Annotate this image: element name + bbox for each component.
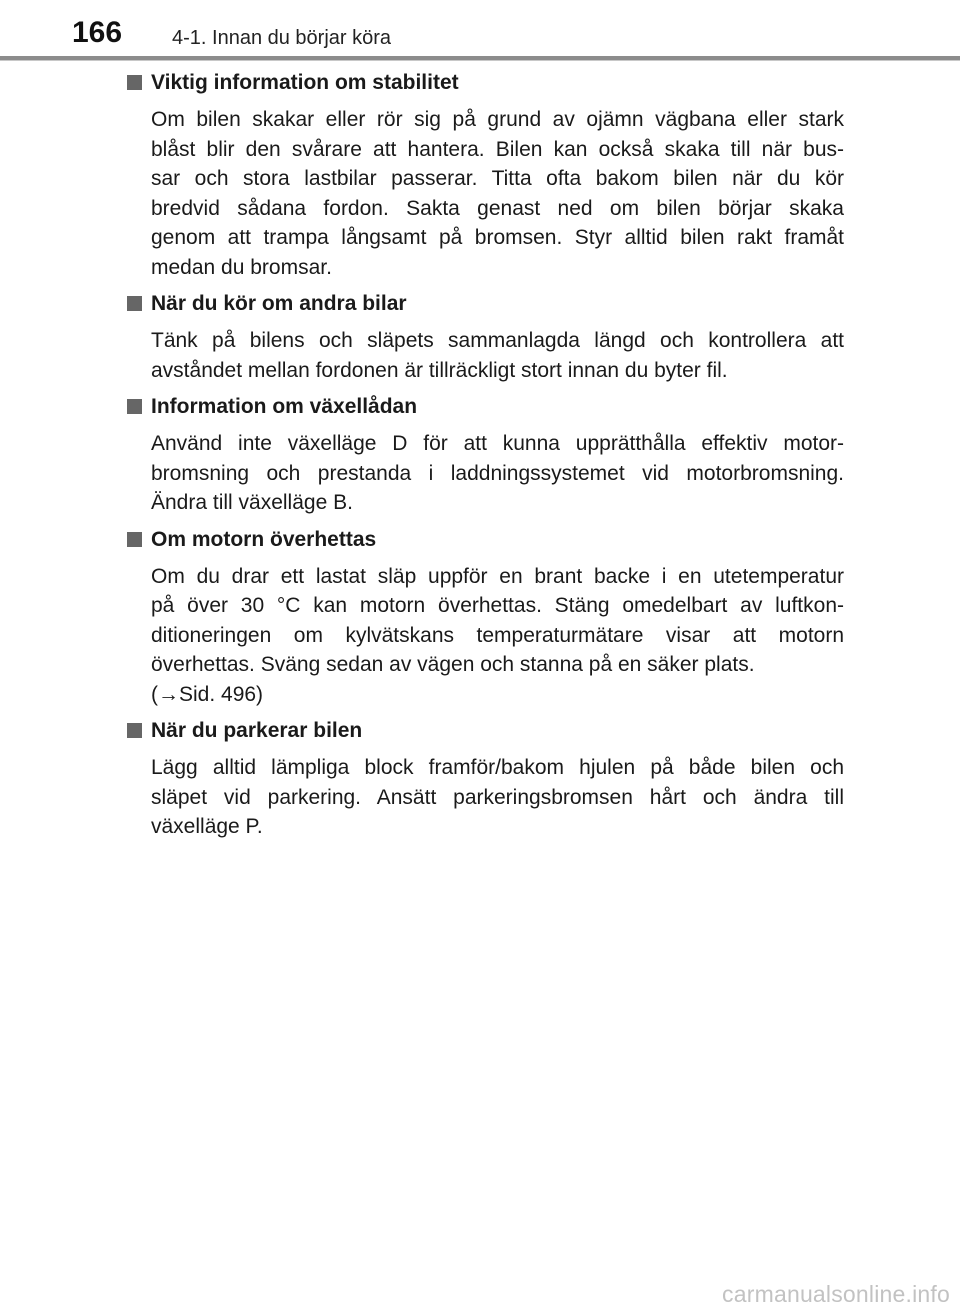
section-parking xyxy=(127,717,844,842)
section-heading-text: När du kör om andra bilar xyxy=(151,292,407,315)
paragraph-line: ditioneringen om kylvätskans temperaturmätare visar att motorn xyxy=(151,623,844,647)
section-transmission xyxy=(127,393,844,518)
header-divider xyxy=(0,56,960,60)
paragraph-line: blåst blir den svårare att hantera. Bilen kan också skaka till när bus- xyxy=(151,137,844,161)
section-heading xyxy=(127,393,844,421)
page-number: 166 xyxy=(72,16,123,49)
paragraph-line: avståndet mellan fordonen är tillräckligt stort innan du byter fil. xyxy=(151,358,728,382)
section-overheating xyxy=(127,526,844,710)
square-bullet-icon xyxy=(127,399,142,414)
section-heading-text: Information om växellådan xyxy=(151,395,418,418)
section-heading xyxy=(127,526,844,554)
paragraph-line: Tänk på bilens och släpets sammanlagda längd och kontrollera att xyxy=(151,329,844,352)
paragraph-line: Ändra till växelläge B. xyxy=(151,491,353,514)
section-heading xyxy=(127,717,844,745)
page-reference: (→Sid. 496) xyxy=(151,682,264,706)
section-overtaking xyxy=(127,290,844,385)
paragraph-line: överhettas. Sväng sedan av vägen och stanna på en säker plats. xyxy=(151,653,755,676)
section-heading-text: Viktig information om stabilitet xyxy=(151,71,459,94)
square-bullet-icon xyxy=(127,75,142,90)
section-paragraph xyxy=(151,105,844,282)
section-heading xyxy=(127,290,844,318)
section-paragraph xyxy=(151,326,844,385)
paragraph-line: Om du drar ett lastat släp uppför en brant backe i en utetemperatur xyxy=(151,564,844,588)
section-heading-text: När du parkerar bilen xyxy=(151,719,363,742)
page-content xyxy=(127,69,844,850)
paragraph-line: medan du bromsar. xyxy=(151,255,332,279)
section-heading xyxy=(127,69,844,97)
paragraph-line: bromsning och prestanda i laddningssystemet vid motorbromsning. xyxy=(151,461,844,485)
paragraph-line: Om bilen skakar eller rör sig på grund av ojämn vägbana eller stark xyxy=(151,108,844,131)
square-bullet-icon xyxy=(127,723,142,738)
paragraph-line: på över 30 °C kan motorn överhettas. Stäng omedelbart av luftkon- xyxy=(151,594,844,617)
section-paragraph xyxy=(151,562,844,710)
section-stability xyxy=(127,69,844,282)
section-heading-text: Om motorn överhettas xyxy=(151,527,377,551)
paragraph-line: genom att trampa långsamt på bromsen. Styr alltid bilen rakt framåt xyxy=(151,226,844,249)
paragraph-line: Lägg alltid lämpliga block framför/bakom hjulen på både bilen och xyxy=(151,756,844,779)
section-paragraph xyxy=(151,429,844,518)
square-bullet-icon xyxy=(127,532,142,547)
paragraph-line: sar och stora lastbilar passerar. Titta ofta bakom bilen när du kör xyxy=(151,167,844,190)
page-header xyxy=(0,0,960,70)
paragraph-line: bredvid sådana fordon. Sakta genast ned om bilen börjar skaka xyxy=(151,196,844,220)
section-paragraph xyxy=(151,753,844,842)
chapter-title: 4-1. Innan du börjar köra xyxy=(172,27,392,49)
paragraph-line: Använd inte växelläge D för att kunna upprätthålla effektiv motor- xyxy=(151,432,844,455)
paragraph-line: släpet vid parkering. Ansätt parkeringsbromsen hårt och ändra till xyxy=(151,785,844,809)
square-bullet-icon xyxy=(127,296,142,311)
paragraph-line: växelläge P. xyxy=(151,815,263,838)
watermark: carmanualsonline.info xyxy=(722,1281,950,1307)
